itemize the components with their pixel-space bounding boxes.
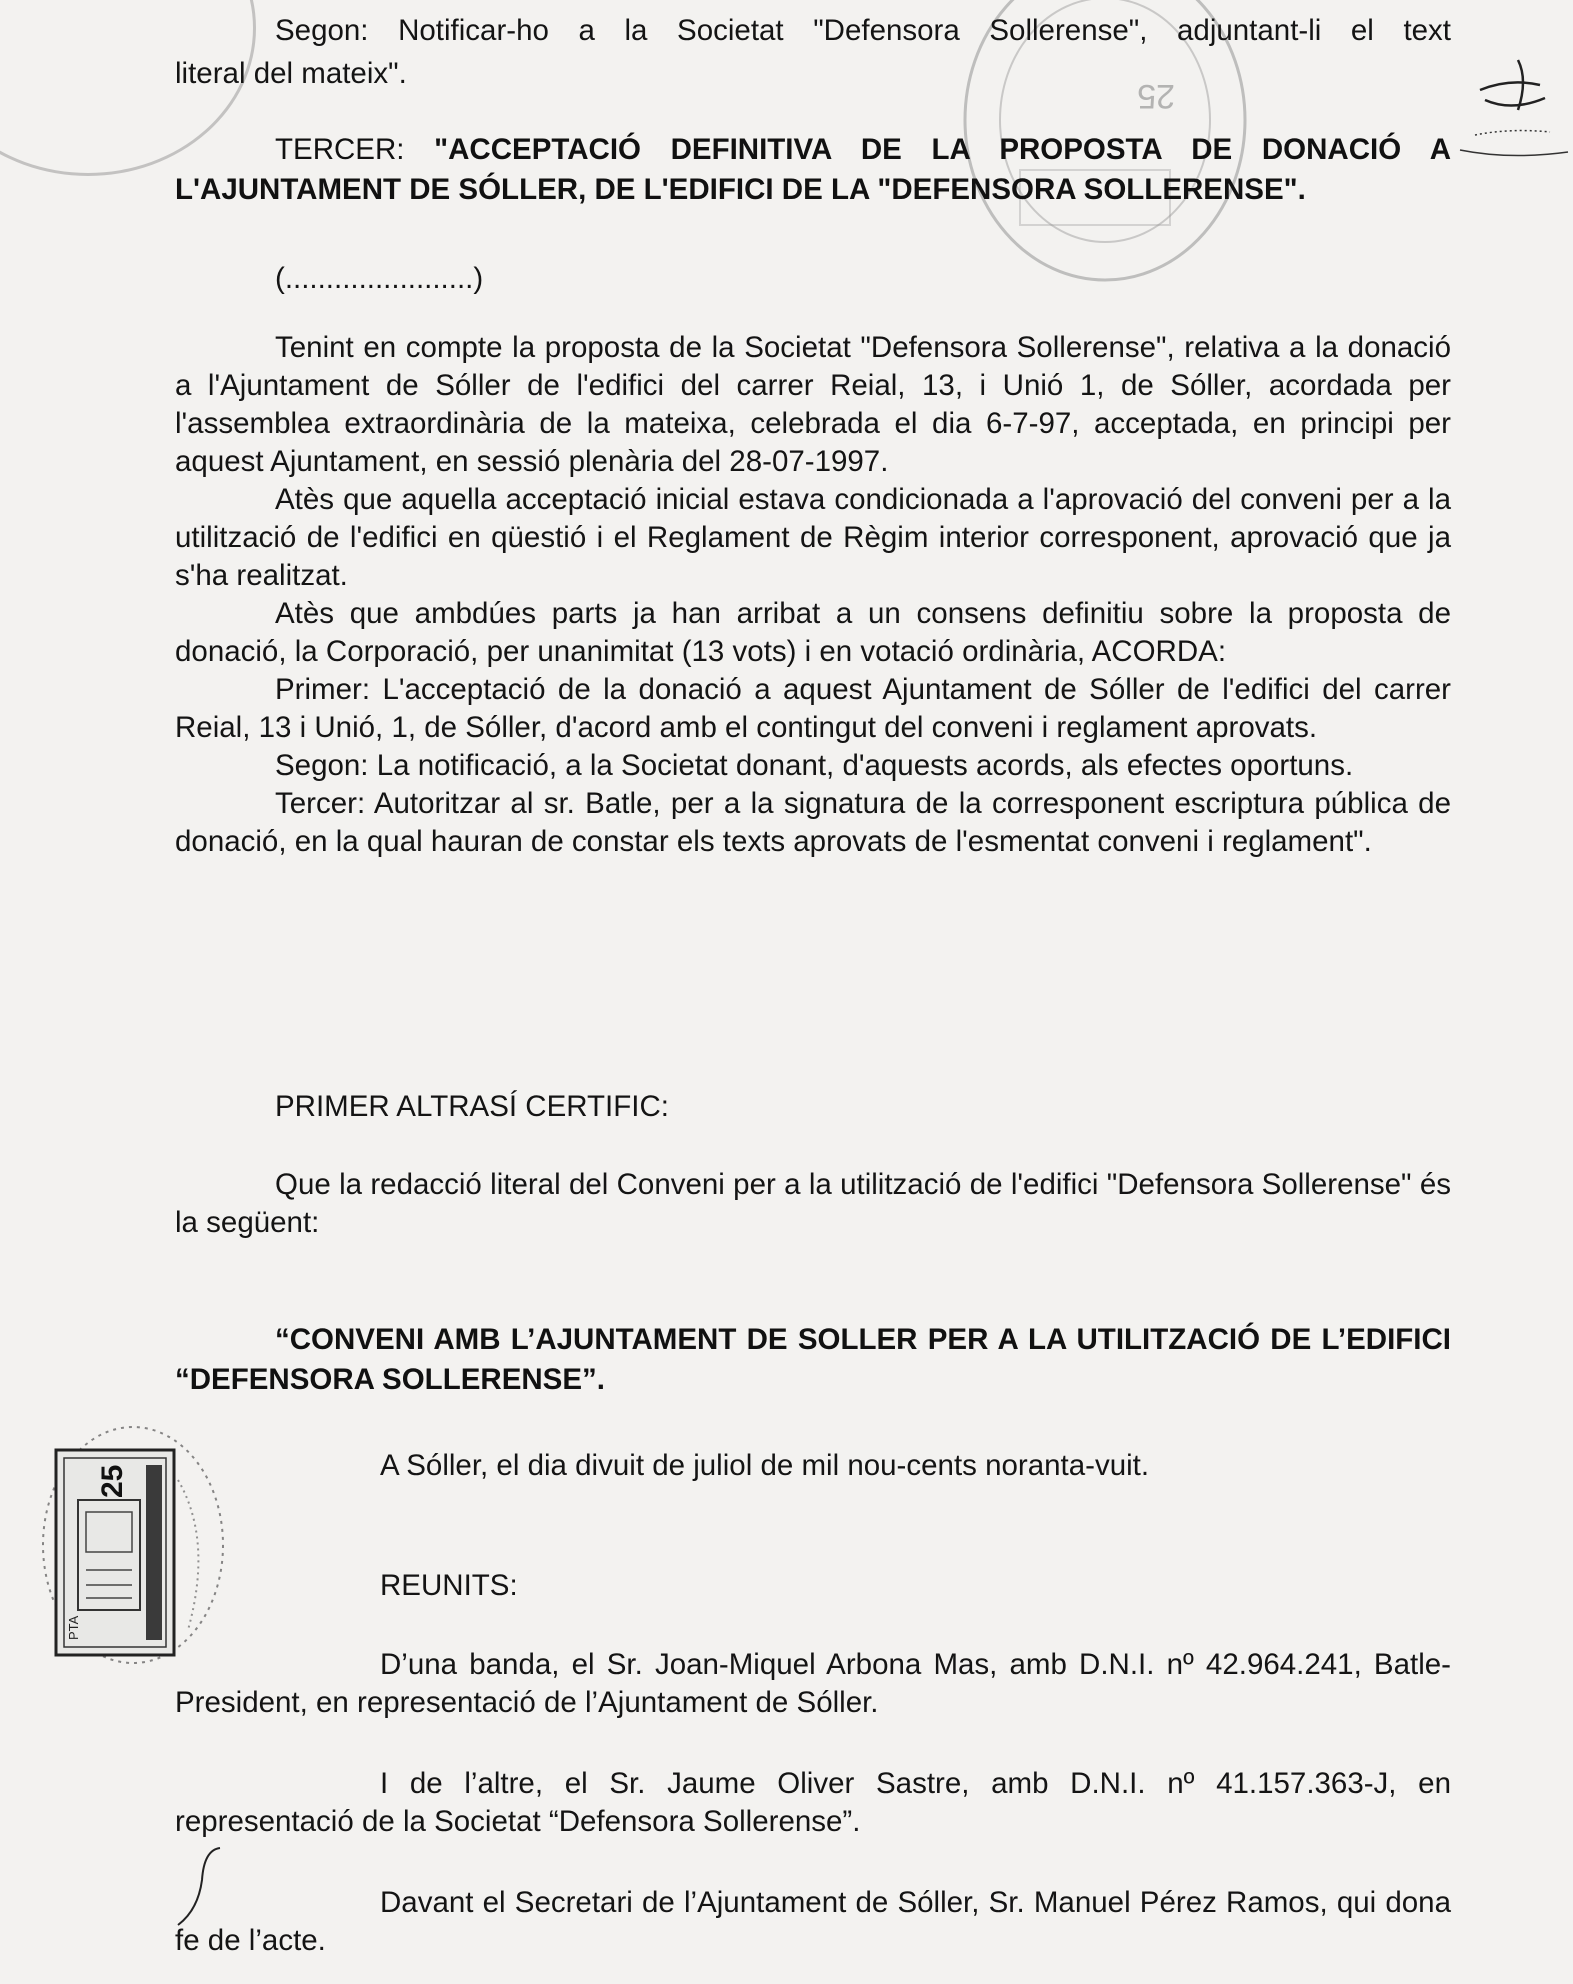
- paragraph-tenint: Tenint en compte la proposta de la Societat "Defensora Sollerense", relativa a la donació a l'Ajuntament de Sóller de l'edifici del carrer Reial, 13, i Unió 1, de Sóller, acordada per l'assemblea extraordinària de la mateixa, celebrada el dia 6-7-97, acceptada, en principi per aquest Ajuntament, en sessió plenària del 28-07-1997.: [175, 331, 1451, 478]
- paragraph-primer: Primer: L'acceptació de la donació a aquest Ajuntament de Sóller de l'edifici del carrer Reial, 13 i Unió, 1, de Sóller, d'acord amb el contingut del conveni i reglament aprovats.: [175, 673, 1451, 744]
- primer-altrasi-heading: PRIMER ALTRASÍ CERTIFIC:: [275, 1090, 669, 1123]
- body-block-main: [175, 329, 1451, 861]
- ellipsis: (.......................): [275, 262, 484, 295]
- paragraph-altre: [175, 1765, 1451, 1841]
- paragraph-altre-text: I de l’altre, el Sr. Jaume Oliver Sastre, amb D.N.I. nº 41.157.363-J, en representació de la Societat “Defensora Sollerense”.: [175, 1767, 1451, 1838]
- revenue-stamp-value: 25: [96, 1464, 129, 1498]
- notify-line-1: Segon: Notificar-ho a la Societat "Defensora Sollerense", adjuntant-li el text: [275, 14, 1451, 47]
- tercer-label: TERCER:: [275, 133, 435, 166]
- paragraph-davant-text: Davant el Secretari de l’Ajuntament de Sóller, Sr. Manuel Pérez Ramos, qui dona fe de l’acte.: [175, 1886, 1451, 1957]
- revenue-stamp-icon: [38, 1420, 233, 1675]
- conveni-title: “CONVENI AMB L’AJUNTAMENT DE SOLLER PER A LA UTILITZACIÓ DE L’EDIFICI “DEFENSORA SOLLERENSE”.: [175, 1323, 1451, 1396]
- paragraph-que: [175, 1166, 1451, 1242]
- paragraph-que-text: Que la redacció literal del Conveni per a la utilització de l'edifici "Defensora Sollerense" és la següent:: [175, 1168, 1451, 1239]
- paragraph-una-banda-text: D’una banda, el Sr. Joan-Miquel Arbona Mas, amb D.N.I. nº 42.964.241, Batle-President, en representació de l’Ajuntament de Sóller.: [175, 1648, 1451, 1719]
- reunits-heading: REUNITS:: [380, 1569, 518, 1602]
- handwritten-mark-icon: [1440, 40, 1570, 170]
- tercer-heading: [175, 130, 1451, 210]
- notify-line-2: literal del mateix".: [175, 57, 407, 90]
- paragraph-segon: Segon: La notificació, a la Societat donant, d'aquests acords, als efectes oportuns.: [275, 749, 1354, 782]
- paragraph-una-banda: [175, 1646, 1451, 1722]
- paragraph-ates-2: Atès que ambdúes parts ja han arribat a un consens definitiu sobre la proposta de donació, la Corporació, per unanimitat (13 vots) i en votació ordinària, ACORDA:: [175, 597, 1451, 668]
- paragraph-ates-1: Atès que aquella acceptació inicial estava condicionada a l'aprovació del conveni per a la utilització de l'edifici en qüestió i el Reglament de Règim interior corresponent, aprovació que ja s'ha realitzat.: [175, 483, 1451, 592]
- date-line: A Sóller, el dia divuit de juliol de mil nou-cents noranta-vuit.: [380, 1449, 1150, 1482]
- paragraph-davant: [175, 1884, 1451, 1960]
- svg-text:25: 25: [1137, 77, 1175, 115]
- tercer-title: "ACCEPTACIÓ DEFINITIVA DE LA PROPOSTA DE DONACIÓ A L'AJUNTAMENT DE SÓLLER, DE L'EDIFICI DE LA "DEFENSORA SOLLERENSE".: [175, 133, 1451, 206]
- revenue-stamp-unit: PTA: [66, 1615, 81, 1640]
- paragraph-tercer: Tercer: Autoritzar al sr. Batle, per a la signatura de la corresponent escriptura pública de donació, en la qual hauran de constar els texts aprovats de l'esmentat conveni i reglament".: [175, 787, 1451, 858]
